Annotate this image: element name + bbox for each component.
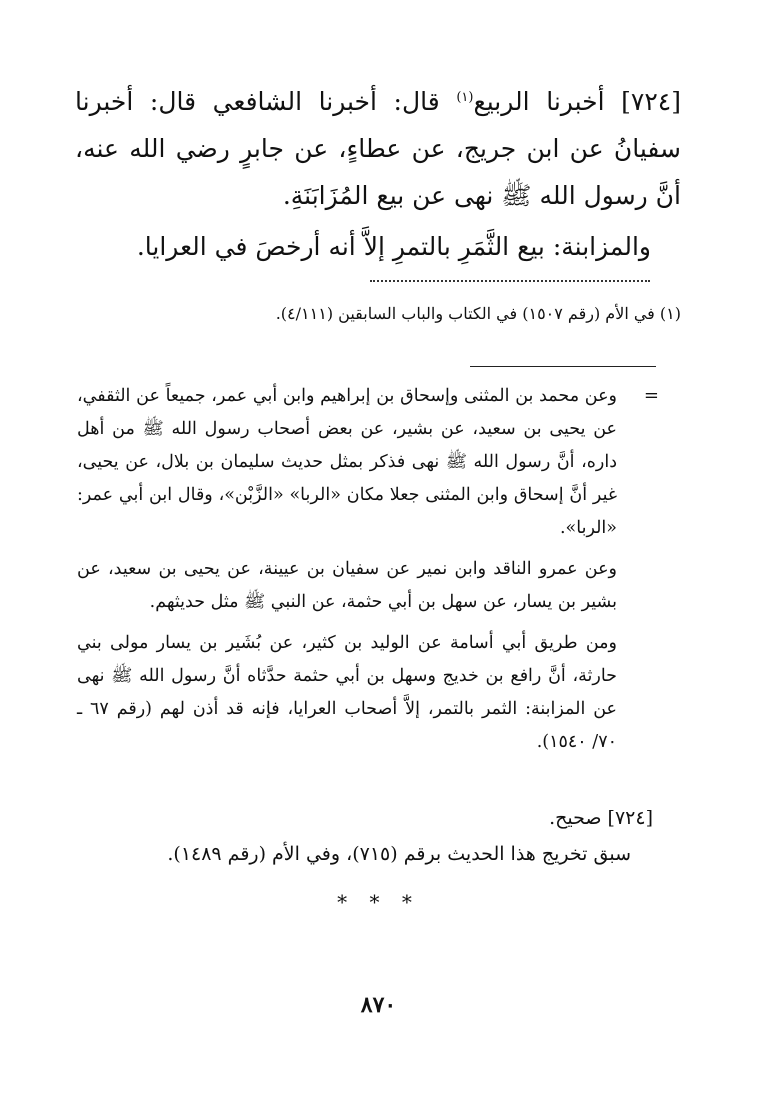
hadith-main-text (75, 78, 681, 270)
footnote (75, 300, 681, 328)
notes-divider (470, 366, 656, 367)
grading-label: [٧٢٤] صحيح. (549, 807, 653, 829)
commentary-notes (77, 380, 617, 759)
footnote-text: (١) في الأم (رقم ١٥٠٧) في الكتاب والباب السابقين (٤/١١١). (275, 304, 681, 323)
page-number: ٨٧٠ (360, 992, 397, 1018)
hadith-number: [٧٢٤] (621, 87, 681, 116)
notes-paragraph: وعن عمرو الناقد وابن نمير عن سفيان بن عيينة، عن يحيى بن سعيد، عن بشير بن يسار، عن سهل بن أبي حثمة، عن النبي ﷺ مثل حديثهم. (77, 559, 617, 612)
notes-paragraph: وعن محمد بن المثنى وإسحاق بن إبراهيم وابن أبي عمر، جميعاً عن الثقفي، عن يحيى بن سعيد، عن بشير، عن بعض أصحاب رسول الله ﷺ من أهل داره، أنَّ رسول الله ﷺ نهى فذكر بمثل حديث سليمان بن بلال، عن يحيى، غير أنَّ إسحاق وابن المثنى جعلا مكان «الربا» «الزَّبْن»، وقال ابن أبي عمر: «الربا». (77, 386, 617, 538)
hadith-opening: أخبرنا الربيع (473, 87, 605, 116)
hadith-grading (93, 800, 653, 872)
footnote-reference: (١) (456, 90, 474, 105)
notes-paragraph: ومن طريق أبي أسامة عن الوليد بن كثير، عن بُشَير بن يسار مولى بني حارثة، أنَّ رافع بن خديج وسهل بن أبي حثمة حدَّثاه أنَّ رسول الله ﷺ نهى عن المزابنة: الثمر بالتمر، إلاَّ أصحاب العرايا، فإنه قد أذن لهم (رقم ٦٧ ـ ٧٠/ ١٥٤٠). (77, 633, 617, 752)
hadith-text: قال: أخبرنا الشافعي قال: أخبرنا سفيانُ عن ابن جريج، عن عطاءٍ، عن جابرٍ رضي الله عنه، أنَّ رسول الله ﷺ نهى عن بيع المُزَابَنَةِ. (75, 87, 681, 210)
hadith-paragraph (75, 78, 681, 219)
section-separator: * * * (337, 890, 420, 914)
footnote-separator (370, 280, 650, 282)
grading-text: سبق تخريج هذا الحديث برقم (٧١٥)، وفي الأم (رقم ١٤٨٩). (167, 843, 631, 865)
hadith-definition: والمزابنة: بيع الثَّمَرِ بالتمرِ إلاَّ أنه أرخصَ في العرايا. (136, 232, 651, 261)
continuation-mark: = (643, 385, 659, 406)
